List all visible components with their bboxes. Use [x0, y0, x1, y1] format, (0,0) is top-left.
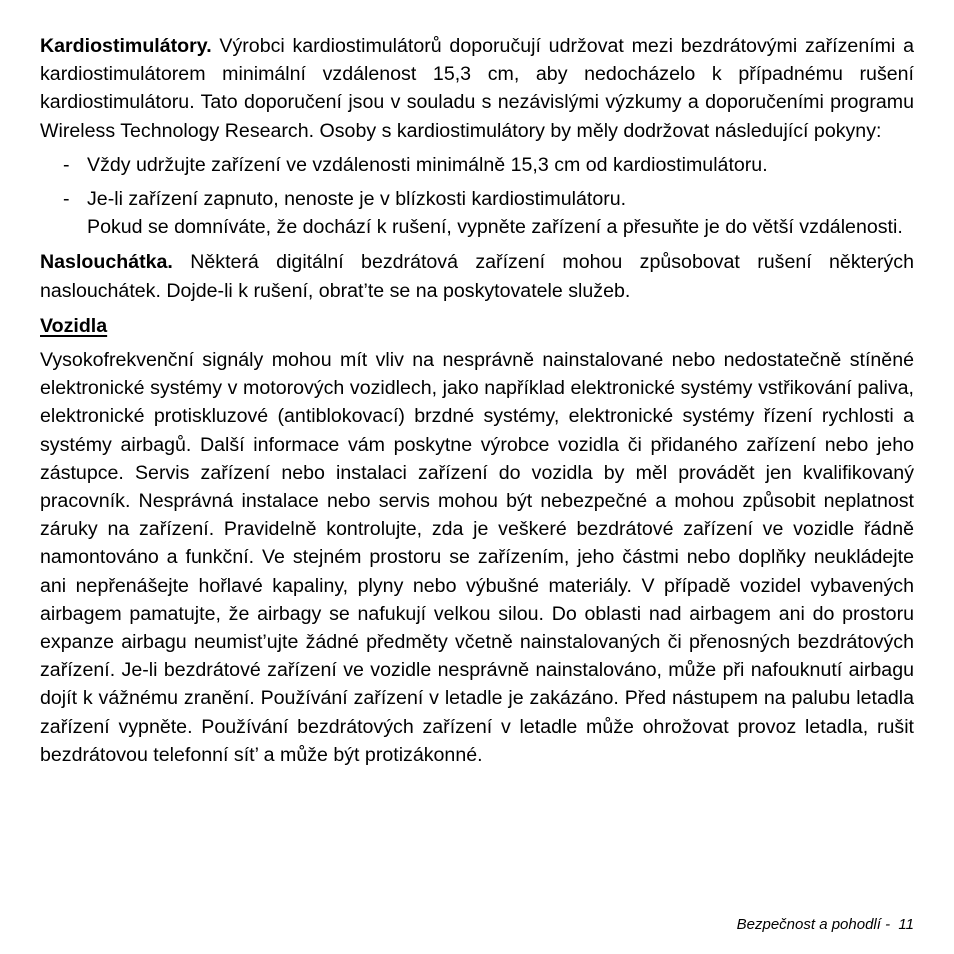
list-dash: - — [63, 153, 70, 176]
list-item — [40, 185, 914, 241]
list-dash: - — [63, 188, 70, 211]
pacemakers-paragraph — [40, 32, 914, 145]
vehicles-paragraph: Vysokofrekvenční signály mohou mít vliv na nesprávně nainstalované nebo nedostatečně stíněné elektronické systémy v motorových vozidlech, jako například elektronické systémy vstřikování paliva, elektronické protiskluzové (antiblokovací) brzdné systémy, elektronické systémy řízení rychlosti a systémy airbagů. Další informace vám poskytne výrobce vozidla či přidaného zařízení nebo jeho zástupce. Servis zařízení nebo instalaci zařízení do vozidla by měl provádět jen kvalifikovaný pracovník. Nesprávná instalace nebo servis mohou být nebezpečné a mohou způsobit neplatnost záruky na zařízení. Pravidelně kontrolujte, zda je veškeré bezdrátové zařízení ve vozidle řádně namontováno a funkční. Ve stejném prostoru se zařízením, jeho částmi nebo doplňky neukládejte ani nepřenášejte hořlavé kapaliny, plyny nebo výbušné materiály. V případě vozidel vybavených airbagem pamatujte, že airbagy se nafukují velkou silou. Do oblasti nad airbagem ani do prostoru expanze airbagu neumist’ujte žádné předměty včetně nainstalovaných či přenosných bezdrátových zařízení. Je-li bezdrátové zařízení ve vozidle nesprávně nainstalováno, může při nafouknutí airbagu dojít k vážnému zranění. Používání zařízení v letadle je zakázáno. Před nástupem na palubu letadla zařízení vypněte. Používání bezdrátových zařízení v letadle může ohrožovat provoz letadla, rušit bezdrátovou telefonní sít’ a může být protizákonné. — [40, 349, 914, 766]
page-number: 11 — [898, 916, 914, 933]
hearing-aids-paragraph — [40, 248, 914, 304]
list-item-extra-text: Pokud se domníváte, že dochází k rušení, vypněte zařízení a přesuňte je do větší vzdálenosti. — [87, 216, 903, 239]
pacemakers-title: Kardiostimulátory. — [40, 35, 212, 57]
pacemakers-text: Výrobci kardiostimulátorů doporučují udržovat mezi bezdrátovými zařízeními a kardiostimulátorem minimální vzdálenost 15,3 cm, aby nedocházelo k případnému rušení kardiostimulátoru. Tato doporučení jsou v souladu s nezávislými výzkumy a doporučeními programu Wireless Technology Research. Osoby s kardiostimulátory by měly dodržovat následující pokyny: — [40, 35, 914, 142]
footer-section-title: Bezpečnost a pohodlí - — [736, 916, 891, 933]
hearing-aids-text: Některá digitální bezdrátová zařízení mohou způsobovat rušení některých naslouchátek. Dojde-li k rušení, obrat’te se na poskytovatele služeb. — [40, 251, 914, 302]
list-item — [40, 151, 914, 179]
pacemaker-guidelines-list — [40, 151, 914, 242]
list-item-text: Vždy udržujte zařízení ve vzdálenosti minimálně 15,3 cm od kardiostimulátoru. — [87, 153, 768, 176]
document-body — [40, 32, 914, 769]
hearing-aids-title: Naslouchátka. — [40, 251, 173, 274]
page-footer — [737, 916, 914, 933]
list-item-text: Je-li zařízení zapnuto, nenoste je v blízkosti kardiostimulátoru. — [87, 188, 627, 211]
vehicles-heading: Vozidla — [40, 314, 108, 337]
